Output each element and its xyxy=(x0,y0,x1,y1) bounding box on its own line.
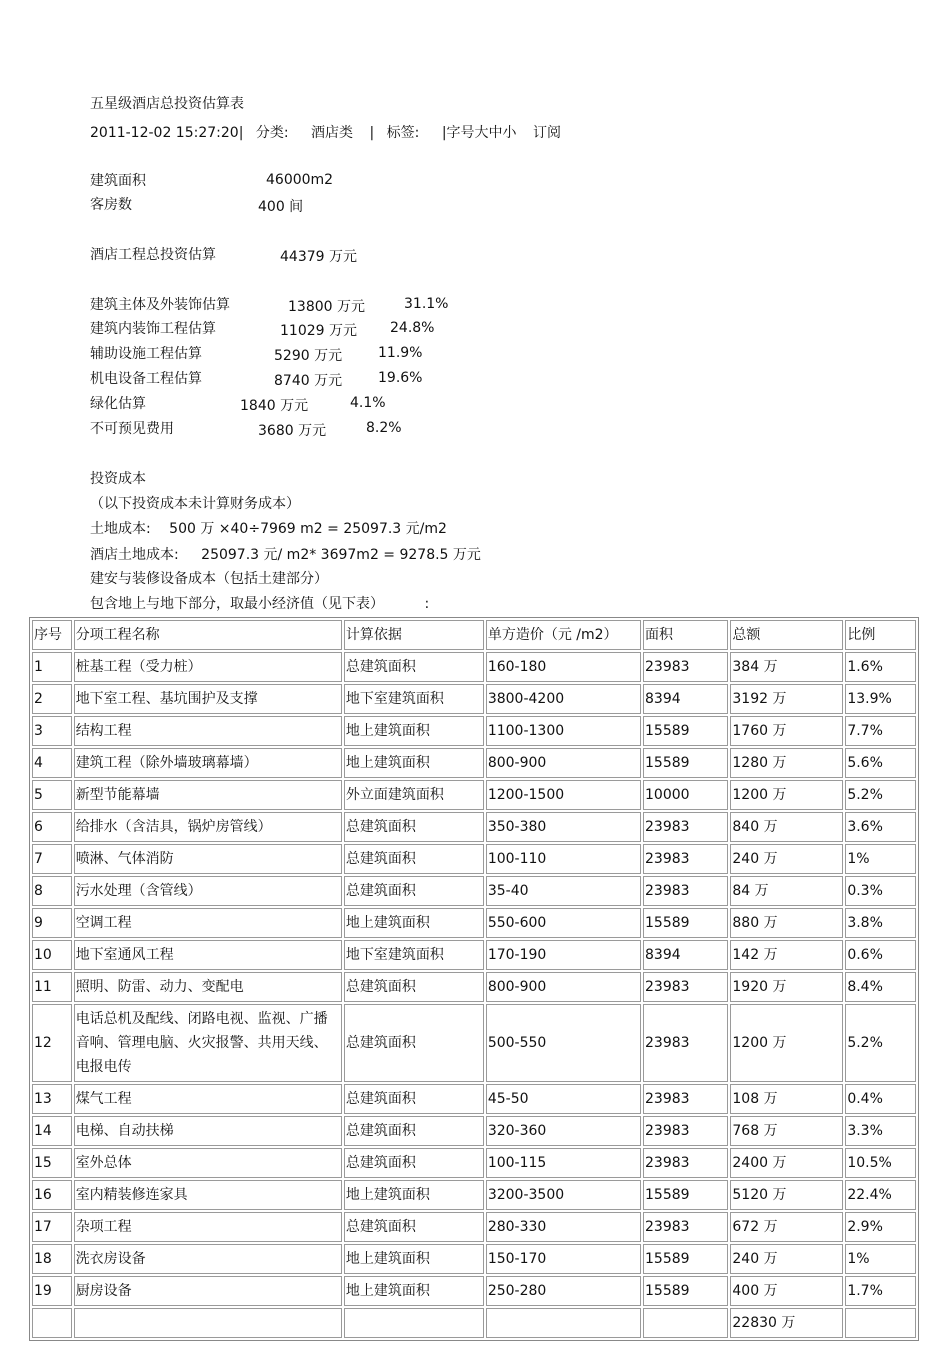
ratio-cell: 0.3% xyxy=(845,876,916,906)
breakdown-amount: 13800 万元 xyxy=(288,299,365,315)
breakdown-amount: 11029 万元 xyxy=(280,323,357,339)
breakdown-label: 机电设备工程估算 xyxy=(90,371,202,387)
breakdown-label: 不可预见费用 xyxy=(90,421,174,437)
table-row xyxy=(32,1116,916,1146)
table-cell xyxy=(845,1308,916,1338)
meta-separator: | xyxy=(369,125,375,141)
area-cell: 15589 xyxy=(643,716,728,746)
area-cell: 23983 xyxy=(643,812,728,842)
area-cell: 23983 xyxy=(643,1212,728,1242)
table-row xyxy=(32,844,916,874)
breakdown-percent: 11.9% xyxy=(378,345,423,361)
row-number-cell: 6 xyxy=(32,812,72,842)
table-row xyxy=(32,1244,916,1274)
amount-cell: 384 万 xyxy=(730,652,843,682)
land-cost-line xyxy=(90,520,447,538)
item-name-cell: 室外总体 xyxy=(74,1148,342,1178)
ratio-cell: 22.4% xyxy=(845,1180,916,1210)
amount-cell: 1200 万 xyxy=(730,780,843,810)
unit-price-cell: 150-170 xyxy=(486,1244,641,1274)
row-number-cell: 7 xyxy=(32,844,72,874)
unit-price-cell: 100-115 xyxy=(486,1148,641,1178)
unit-price-cell: 170-190 xyxy=(486,940,641,970)
total-amount-cell: 22830 万 xyxy=(730,1308,843,1338)
total-investment-value: 44379 万元 xyxy=(280,249,357,265)
amount-cell: 672 万 xyxy=(730,1212,843,1242)
unit-price-cell: 3800-4200 xyxy=(486,684,641,714)
basic-info-label: 客房数 xyxy=(90,197,132,213)
area-cell: 23983 xyxy=(643,844,728,874)
basis-cell: 总建筑面积 xyxy=(344,1148,484,1178)
basis-cell: 总建筑面积 xyxy=(344,652,484,682)
area-cell: 23983 xyxy=(643,1084,728,1114)
header-cell: 分项工程名称 xyxy=(74,620,342,650)
hotel-land-cost-formula: 25097.3 元/ m2* 3697m2 = 9278.5 万元 xyxy=(201,547,481,563)
amount-cell: 142 万 xyxy=(730,940,843,970)
area-cell: 15589 xyxy=(643,1276,728,1306)
ratio-cell: 2.9% xyxy=(845,1212,916,1242)
row-number-cell: 11 xyxy=(32,972,72,1002)
area-cell: 23983 xyxy=(643,876,728,906)
table-row xyxy=(32,716,916,746)
row-number-cell: 10 xyxy=(32,940,72,970)
breakdown-label: 绿化估算 xyxy=(90,396,146,412)
table-row xyxy=(32,1004,916,1082)
post-datetime: 2011-12-02 15:27:20| xyxy=(90,125,244,141)
breakdown-percent: 8.2% xyxy=(366,420,402,436)
table-row xyxy=(32,908,916,938)
basis-cell: 地下室建筑面积 xyxy=(344,684,484,714)
row-number-cell: 3 xyxy=(32,716,72,746)
basis-cell: 地上建筑面积 xyxy=(344,1276,484,1306)
basic-info-value: 46000m2 xyxy=(266,172,334,188)
area-cell: 8394 xyxy=(643,940,728,970)
table-row xyxy=(32,652,916,682)
amount-cell: 880 万 xyxy=(730,908,843,938)
row-number-cell: 5 xyxy=(32,780,72,810)
table-row xyxy=(32,1276,916,1306)
table-cell xyxy=(643,1308,728,1338)
unit-price-cell: 3200-3500 xyxy=(486,1180,641,1210)
basis-cell: 总建筑面积 xyxy=(344,1116,484,1146)
header-cell: 总额 xyxy=(730,620,843,650)
table-row xyxy=(32,1148,916,1178)
basis-cell: 总建筑面积 xyxy=(344,876,484,906)
unit-price-cell: 45-50 xyxy=(486,1084,641,1114)
ratio-cell: 1% xyxy=(845,1244,916,1274)
breakdown-percent: 4.1% xyxy=(350,395,386,411)
ratio-cell: 1.6% xyxy=(845,652,916,682)
item-name-cell: 照明、防雷、动力、变配电 xyxy=(74,972,342,1002)
unit-price-cell: 500-550 xyxy=(486,1004,641,1082)
ratio-cell: 13.9% xyxy=(845,684,916,714)
table-row xyxy=(32,940,916,970)
ratio-cell: 7.7% xyxy=(845,716,916,746)
area-cell: 23983 xyxy=(643,972,728,1002)
item-name-cell: 电话总机及配线、闭路电视、监视、广播音响、管理电脑、火灾报警、共用天线、电报电传 xyxy=(74,1004,342,1082)
basis-cell: 地上建筑面积 xyxy=(344,1244,484,1274)
item-name-cell: 桩基工程（受力桩） xyxy=(74,652,342,682)
ratio-cell: 5.6% xyxy=(845,748,916,778)
area-cell: 15589 xyxy=(643,748,728,778)
hotel-land-cost-line xyxy=(90,546,481,564)
header-cell: 比例 xyxy=(845,620,916,650)
unit-price-cell: 550-600 xyxy=(486,908,641,938)
amount-cell: 1760 万 xyxy=(730,716,843,746)
ratio-cell: 1% xyxy=(845,844,916,874)
ratio-cell: 0.6% xyxy=(845,940,916,970)
ratio-cell: 5.2% xyxy=(845,780,916,810)
cost-estimate-table xyxy=(29,617,919,1341)
row-number-cell: 4 xyxy=(32,748,72,778)
table-cell xyxy=(74,1308,342,1338)
breakdown-amount: 1840 万元 xyxy=(240,398,309,414)
table-total-row xyxy=(32,1308,916,1338)
unit-price-cell: 280-330 xyxy=(486,1212,641,1242)
amount-cell: 5120 万 xyxy=(730,1180,843,1210)
table-row xyxy=(32,1180,916,1210)
land-cost-label: 土地成本: xyxy=(90,521,151,537)
breakdown-percent: 19.6% xyxy=(378,370,423,386)
table-header-row xyxy=(32,620,916,650)
cost-note: （以下投资成本未计算财务成本） xyxy=(90,496,300,512)
breakdown-label: 建筑主体及外装饰估算 xyxy=(90,297,230,313)
unit-price-cell: 250-280 xyxy=(486,1276,641,1306)
row-number-cell: 18 xyxy=(32,1244,72,1274)
unit-price-cell: 1100-1300 xyxy=(486,716,641,746)
area-cell: 23983 xyxy=(643,1148,728,1178)
item-name-cell: 建筑工程（除外墙玻璃幕墙） xyxy=(74,748,342,778)
area-cell: 10000 xyxy=(643,780,728,810)
ratio-cell: 10.5% xyxy=(845,1148,916,1178)
item-name-cell: 新型节能幕墙 xyxy=(74,780,342,810)
ratio-cell: 0.4% xyxy=(845,1084,916,1114)
amount-cell: 240 万 xyxy=(730,1244,843,1274)
amount-cell: 400 万 xyxy=(730,1276,843,1306)
unit-price-cell: 160-180 xyxy=(486,652,641,682)
total-investment-label: 酒店工程总投资估算 xyxy=(90,247,216,263)
tags-label: 标签: xyxy=(386,125,420,141)
table-row xyxy=(32,780,916,810)
ratio-cell: 1.7% xyxy=(845,1276,916,1306)
ratio-cell: 3.3% xyxy=(845,1116,916,1146)
amount-cell: 240 万 xyxy=(730,844,843,874)
land-cost-formula: 500 万 ×40÷7969 m2 = 25097.3 元/m2 xyxy=(169,521,447,537)
item-name-cell: 厨房设备 xyxy=(74,1276,342,1306)
unit-price-cell: 350-380 xyxy=(486,812,641,842)
item-name-cell: 地下室通风工程 xyxy=(74,940,342,970)
page-title: 五星级酒店总投资估算表 xyxy=(90,96,244,112)
scope-text: 包含地上与地下部分，取最小经济值（见下表） xyxy=(90,596,384,612)
item-name-cell: 煤气工程 xyxy=(74,1084,342,1114)
item-name-cell: 地下室工程、基坑围护及支撑 xyxy=(74,684,342,714)
row-number-cell: 15 xyxy=(32,1148,72,1178)
cost-heading: 投资成本 xyxy=(90,471,146,487)
post-meta xyxy=(90,124,561,142)
basic-info-label: 建筑面积 xyxy=(90,173,146,189)
breakdown-amount: 8740 万元 xyxy=(274,373,343,389)
table-row xyxy=(32,1212,916,1242)
amount-cell: 2400 万 xyxy=(730,1148,843,1178)
area-cell: 15589 xyxy=(643,908,728,938)
basis-cell: 总建筑面积 xyxy=(344,812,484,842)
row-number-cell: 2 xyxy=(32,684,72,714)
unit-price-cell: 1200-1500 xyxy=(486,780,641,810)
basis-cell: 总建筑面积 xyxy=(344,844,484,874)
basis-cell: 地上建筑面积 xyxy=(344,748,484,778)
basic-info-area xyxy=(90,172,146,190)
area-cell: 15589 xyxy=(643,1180,728,1210)
basic-info-value: 400 间 xyxy=(258,199,304,215)
amount-cell: 840 万 xyxy=(730,812,843,842)
area-cell: 23983 xyxy=(643,1004,728,1082)
row-number-cell: 1 xyxy=(32,652,72,682)
category-link[interactable]: 酒店类 xyxy=(311,125,354,141)
amount-cell: 1200 万 xyxy=(730,1004,843,1082)
item-name-cell: 空调工程 xyxy=(74,908,342,938)
header-cell: 计算依据 xyxy=(344,620,484,650)
item-name-cell: 室内精装修连家具 xyxy=(74,1180,342,1210)
item-name-cell: 洗衣房设备 xyxy=(74,1244,342,1274)
breakdown-percent: 24.8% xyxy=(390,320,435,336)
basis-cell: 地上建筑面积 xyxy=(344,908,484,938)
row-number-cell: 13 xyxy=(32,1084,72,1114)
table-row xyxy=(32,812,916,842)
ratio-cell: 5.2% xyxy=(845,1004,916,1082)
table-cell xyxy=(486,1308,641,1338)
table-cell xyxy=(344,1308,484,1338)
item-name-cell: 喷淋、气体消防 xyxy=(74,844,342,874)
table-row xyxy=(32,748,916,778)
amount-cell: 768 万 xyxy=(730,1116,843,1146)
unit-price-cell: 35-40 xyxy=(486,876,641,906)
basis-cell: 总建筑面积 xyxy=(344,1212,484,1242)
table-cell xyxy=(32,1308,72,1338)
breakdown-percent: 31.1% xyxy=(404,296,449,312)
header-cell: 单方造价（元 /m2） xyxy=(486,620,641,650)
font-size-switch[interactable]: |字号大中小 xyxy=(441,125,517,141)
basis-cell: 总建筑面积 xyxy=(344,972,484,1002)
unit-price-cell: 320-360 xyxy=(486,1116,641,1146)
row-number-cell: 19 xyxy=(32,1276,72,1306)
basis-cell: 地上建筑面积 xyxy=(344,1180,484,1210)
ratio-cell: 8.4% xyxy=(845,972,916,1002)
subscribe-link[interactable]: 订阅 xyxy=(533,125,561,141)
table-row xyxy=(32,876,916,906)
table-row xyxy=(32,972,916,1002)
amount-cell: 1920 万 xyxy=(730,972,843,1002)
item-name-cell: 电梯、自动扶梯 xyxy=(74,1116,342,1146)
table-row xyxy=(32,1084,916,1114)
item-name-cell: 污水处理（含管线） xyxy=(74,876,342,906)
ratio-cell: 3.8% xyxy=(845,908,916,938)
row-number-cell: 12 xyxy=(32,1004,72,1082)
row-number-cell: 8 xyxy=(32,876,72,906)
amount-cell: 84 万 xyxy=(730,876,843,906)
item-name-cell: 给排水（含洁具，锅炉房管线） xyxy=(74,812,342,842)
amount-cell: 3192 万 xyxy=(730,684,843,714)
category-label: 分类: xyxy=(255,125,289,141)
area-cell: 8394 xyxy=(643,684,728,714)
breakdown-amount: 5290 万元 xyxy=(274,348,343,364)
breakdown-amount: 3680 万元 xyxy=(258,423,327,439)
breakdown-label: 辅助设施工程估算 xyxy=(90,346,202,362)
header-cell: 面积 xyxy=(643,620,728,650)
unit-price-cell: 800-900 xyxy=(486,972,641,1002)
unit-price-cell: 100-110 xyxy=(486,844,641,874)
area-cell: 15589 xyxy=(643,1244,728,1274)
hotel-land-cost-label: 酒店土地成本: xyxy=(90,547,179,563)
construction-cost-line: 建安与装修设备成本（包括土建部分） xyxy=(90,571,328,587)
header-cell: 序号 xyxy=(32,620,72,650)
row-number-cell: 17 xyxy=(32,1212,72,1242)
amount-cell: 1280 万 xyxy=(730,748,843,778)
scope-colon: : xyxy=(424,596,430,612)
basis-cell: 地下室建筑面积 xyxy=(344,940,484,970)
row-number-cell: 16 xyxy=(32,1180,72,1210)
scope-line xyxy=(90,595,429,613)
item-name-cell: 杂项工程 xyxy=(74,1212,342,1242)
row-number-cell: 14 xyxy=(32,1116,72,1146)
basis-cell: 外立面建筑面积 xyxy=(344,780,484,810)
basis-cell: 地上建筑面积 xyxy=(344,716,484,746)
table-row xyxy=(32,684,916,714)
basis-cell: 总建筑面积 xyxy=(344,1084,484,1114)
item-name-cell: 结构工程 xyxy=(74,716,342,746)
area-cell: 23983 xyxy=(643,1116,728,1146)
row-number-cell: 9 xyxy=(32,908,72,938)
ratio-cell: 3.6% xyxy=(845,812,916,842)
unit-price-cell: 800-900 xyxy=(486,748,641,778)
basis-cell: 总建筑面积 xyxy=(344,1004,484,1082)
area-cell: 23983 xyxy=(643,652,728,682)
amount-cell: 108 万 xyxy=(730,1084,843,1114)
breakdown-label: 建筑内装饰工程估算 xyxy=(90,321,216,337)
